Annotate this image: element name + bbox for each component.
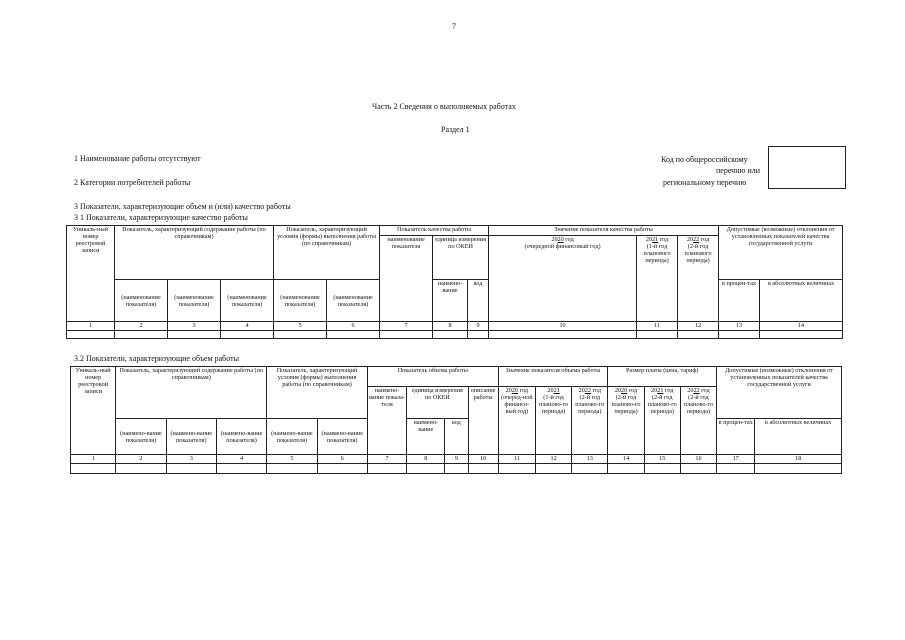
- quality-heading: 3 1 Показатели, характеризующие качество работы: [74, 213, 248, 222]
- quality-indicators-table: [66, 225, 843, 339]
- t1-col-num: 14: [760, 322, 843, 331]
- t2-h-fee: Размер платы (цена, тариф): [608, 367, 717, 387]
- t2-col-num: 10: [468, 455, 498, 464]
- t2-sub-name-4: (наимено-вание показателя): [216, 419, 266, 455]
- t1-col-num: 4: [221, 322, 274, 331]
- t2-empty-cell[interactable]: [317, 464, 367, 474]
- t2-sub-name-3: (наимено-вание показателя): [166, 419, 216, 455]
- volume-heading: 3.2 Показатели, характеризующие объем работы: [74, 354, 239, 363]
- work-name-field: 1 Наименование работы отсутствуют: [74, 154, 201, 163]
- t2-h-f1: 2020 год (2-й год планово-го периода): [608, 387, 644, 455]
- t2-col-num: 2: [116, 455, 166, 464]
- t2-empty-cell[interactable]: [166, 464, 216, 474]
- t2-empty-cell[interactable]: [116, 464, 166, 474]
- t1-col-num: 9: [468, 322, 489, 331]
- t1-sub-name-4: (наименование показателя): [221, 280, 274, 322]
- t1-h-unit-code: код: [468, 280, 489, 322]
- t2-empty-cell[interactable]: [644, 464, 680, 474]
- t1-h-unit-name: наимено-вание: [433, 280, 468, 322]
- t2-col-num: 8: [407, 455, 445, 464]
- t1-h-year3: 2022 год (2-й год планового периода): [678, 236, 719, 322]
- volume-indicators-table: [70, 366, 842, 474]
- code-label-line3: региональному перечню: [663, 178, 747, 187]
- t2-col-num: 5: [267, 455, 317, 464]
- t2-h-f2: 2021 год (2-й год планово-го периода): [644, 387, 680, 455]
- t1-col-num: 1: [67, 322, 115, 331]
- t2-col-num: 7: [367, 455, 406, 464]
- t1-sub-name-2: (наименование показателя): [115, 280, 168, 322]
- code-label-line2: перечню или: [716, 166, 761, 175]
- t2-h-f3: 2022 год (2-й год планово-го периода): [680, 387, 716, 455]
- t2-empty-cell[interactable]: [608, 464, 644, 474]
- t1-empty-cell[interactable]: [760, 331, 843, 339]
- t2-col-num: 13: [572, 455, 608, 464]
- code-label-line1: Код по общероссийскому: [661, 155, 748, 164]
- t1-col-num: 12: [678, 322, 719, 331]
- t1-col-num: 7: [380, 322, 433, 331]
- t2-h-volume: Показатель объема работы: [367, 367, 498, 387]
- t1-h-content: Показатель, характеризующий содержание работы (по справочникам): [115, 226, 274, 280]
- t2-empty-cell[interactable]: [755, 464, 842, 474]
- t1-col-num: 8: [433, 322, 468, 331]
- t2-empty-cell[interactable]: [572, 464, 608, 474]
- t1-empty-cell[interactable]: [168, 331, 221, 339]
- t2-h-conditions: Показатель, характеризующий условия (формы) выполнения работы (по справочникам): [267, 367, 368, 419]
- t1-col-num: 13: [719, 322, 760, 331]
- t2-col-num: 11: [498, 455, 535, 464]
- t2-empty-cell[interactable]: [535, 464, 571, 474]
- t2-empty-cell[interactable]: [498, 464, 535, 474]
- t1-empty-cell[interactable]: [489, 331, 637, 339]
- t2-sub-name-2: (наимено-вание показателя): [116, 419, 166, 455]
- t2-col-num: 6: [317, 455, 367, 464]
- t1-h-pct: в процен-тах: [719, 280, 760, 322]
- t2-h-name-ind: наимено-вание показа-теля: [367, 387, 406, 455]
- t2-h-v2: 2021 (1-й год планово-го периода): [535, 387, 571, 455]
- t2-h-descr: описание работы: [468, 387, 498, 455]
- t1-h-unique: Уникаль-ный номер реестровой записи: [67, 226, 115, 322]
- t2-h-content: Показатель, характеризующий содержание работы (по справочникам): [116, 367, 267, 419]
- t2-empty-cell[interactable]: [445, 464, 468, 474]
- t2-col-num: 15: [644, 455, 680, 464]
- t1-col-num: 5: [274, 322, 327, 331]
- t1-empty-cell[interactable]: [67, 331, 115, 339]
- t1-sub-name-3: (наименование показателя): [168, 280, 221, 322]
- t1-empty-cell[interactable]: [221, 331, 274, 339]
- t2-h-unique: Уникаль-ный номер реестровой записи: [71, 367, 116, 455]
- t2-col-num: 16: [680, 455, 716, 464]
- part-title: Часть 2 Сведения о выполняемых работах: [372, 102, 516, 111]
- t2-col-num: 1: [71, 455, 116, 464]
- t1-col-num: 2: [115, 322, 168, 331]
- t1-empty-cell[interactable]: [327, 331, 380, 339]
- t1-empty-cell[interactable]: [274, 331, 327, 339]
- t2-h-value: Значение показателя объема работы: [498, 367, 608, 387]
- t2-col-num: 17: [717, 455, 755, 464]
- t2-col-num: 4: [216, 455, 266, 464]
- page-number: 7: [452, 22, 456, 31]
- t2-h-abs: в абсолютных величинах: [755, 419, 842, 455]
- t2-h-pct: в процен-тах: [717, 419, 755, 455]
- t2-empty-cell[interactable]: [216, 464, 266, 474]
- t1-h-name-ind: наименование показателя: [380, 236, 433, 322]
- t2-empty-cell[interactable]: [680, 464, 716, 474]
- t1-empty-cell[interactable]: [468, 331, 489, 339]
- t1-h-year2: 2021 год (1-й год планового периода): [637, 236, 678, 322]
- t2-empty-cell[interactable]: [71, 464, 116, 474]
- t1-col-num: 6: [327, 322, 380, 331]
- t2-col-num: 9: [445, 455, 468, 464]
- t2-empty-cell[interactable]: [407, 464, 445, 474]
- indicators-heading: 3 Показатели, характеризующие объем и (или) качество работы: [74, 202, 291, 211]
- t1-h-value: Значение показателя качества работы: [489, 226, 719, 236]
- t2-h-unit-code: код: [445, 419, 468, 455]
- t1-empty-cell[interactable]: [380, 331, 433, 339]
- t2-h-deviation: Допустимые (возможные) отклонения от установленных показателей качества государственной услуги: [717, 367, 842, 419]
- t1-h-abs: в абсолютных величинах: [760, 280, 843, 322]
- t1-sub-name-6: (наименование показателя): [327, 280, 380, 322]
- t2-empty-cell[interactable]: [367, 464, 406, 474]
- t1-col-num: 11: [637, 322, 678, 331]
- consumer-category-field: 2 Категории потребителей работы: [74, 178, 191, 187]
- t1-empty-cell[interactable]: [115, 331, 168, 339]
- t2-empty-cell[interactable]: [267, 464, 317, 474]
- t1-empty-cell[interactable]: [433, 331, 468, 339]
- t2-col-num: 12: [535, 455, 571, 464]
- code-box[interactable]: [768, 146, 846, 189]
- t1-col-num: 10: [489, 322, 637, 331]
- t1-sub-name-5: (наименование показателя): [274, 280, 327, 322]
- t1-h-year1: 2020 год (очередной финансовый год): [489, 236, 637, 322]
- t2-col-num: 14: [608, 455, 644, 464]
- t2-col-num: 3: [166, 455, 216, 464]
- t1-h-quality: Показатель качества работы: [380, 226, 489, 236]
- section-title: Раздел 1: [441, 125, 470, 134]
- t2-col-num: 18: [755, 455, 842, 464]
- t2-sub-name-6: (наимено-вание показателя): [317, 419, 367, 455]
- t2-h-unit-name: наимено-вание: [407, 419, 445, 455]
- t1-h-conditions: Показатель, характеризующий условия (формы) выполнения работы (по справочникам): [274, 226, 380, 280]
- t1-empty-cell[interactable]: [637, 331, 678, 339]
- t2-h-unit: единица измерения по ОКЕИ: [407, 387, 468, 419]
- t1-col-num: 3: [168, 322, 221, 331]
- t1-empty-cell[interactable]: [678, 331, 719, 339]
- t1-h-deviation: Допустимые (возможные) отклонения от установленных показателей качества государственной услуги: [719, 226, 843, 280]
- t2-sub-name-5: (наимено-вание показателя): [267, 419, 317, 455]
- t2-empty-cell[interactable]: [468, 464, 498, 474]
- t2-h-v3: 2022 год (2-й год планово-го периода): [572, 387, 608, 455]
- t1-h-unit: единица измерения по ОКЕИ: [433, 236, 489, 280]
- t2-empty-cell[interactable]: [717, 464, 755, 474]
- t1-empty-cell[interactable]: [719, 331, 760, 339]
- t2-h-v1: 2020 год (очеред-ной финансо-вый год): [498, 387, 535, 455]
